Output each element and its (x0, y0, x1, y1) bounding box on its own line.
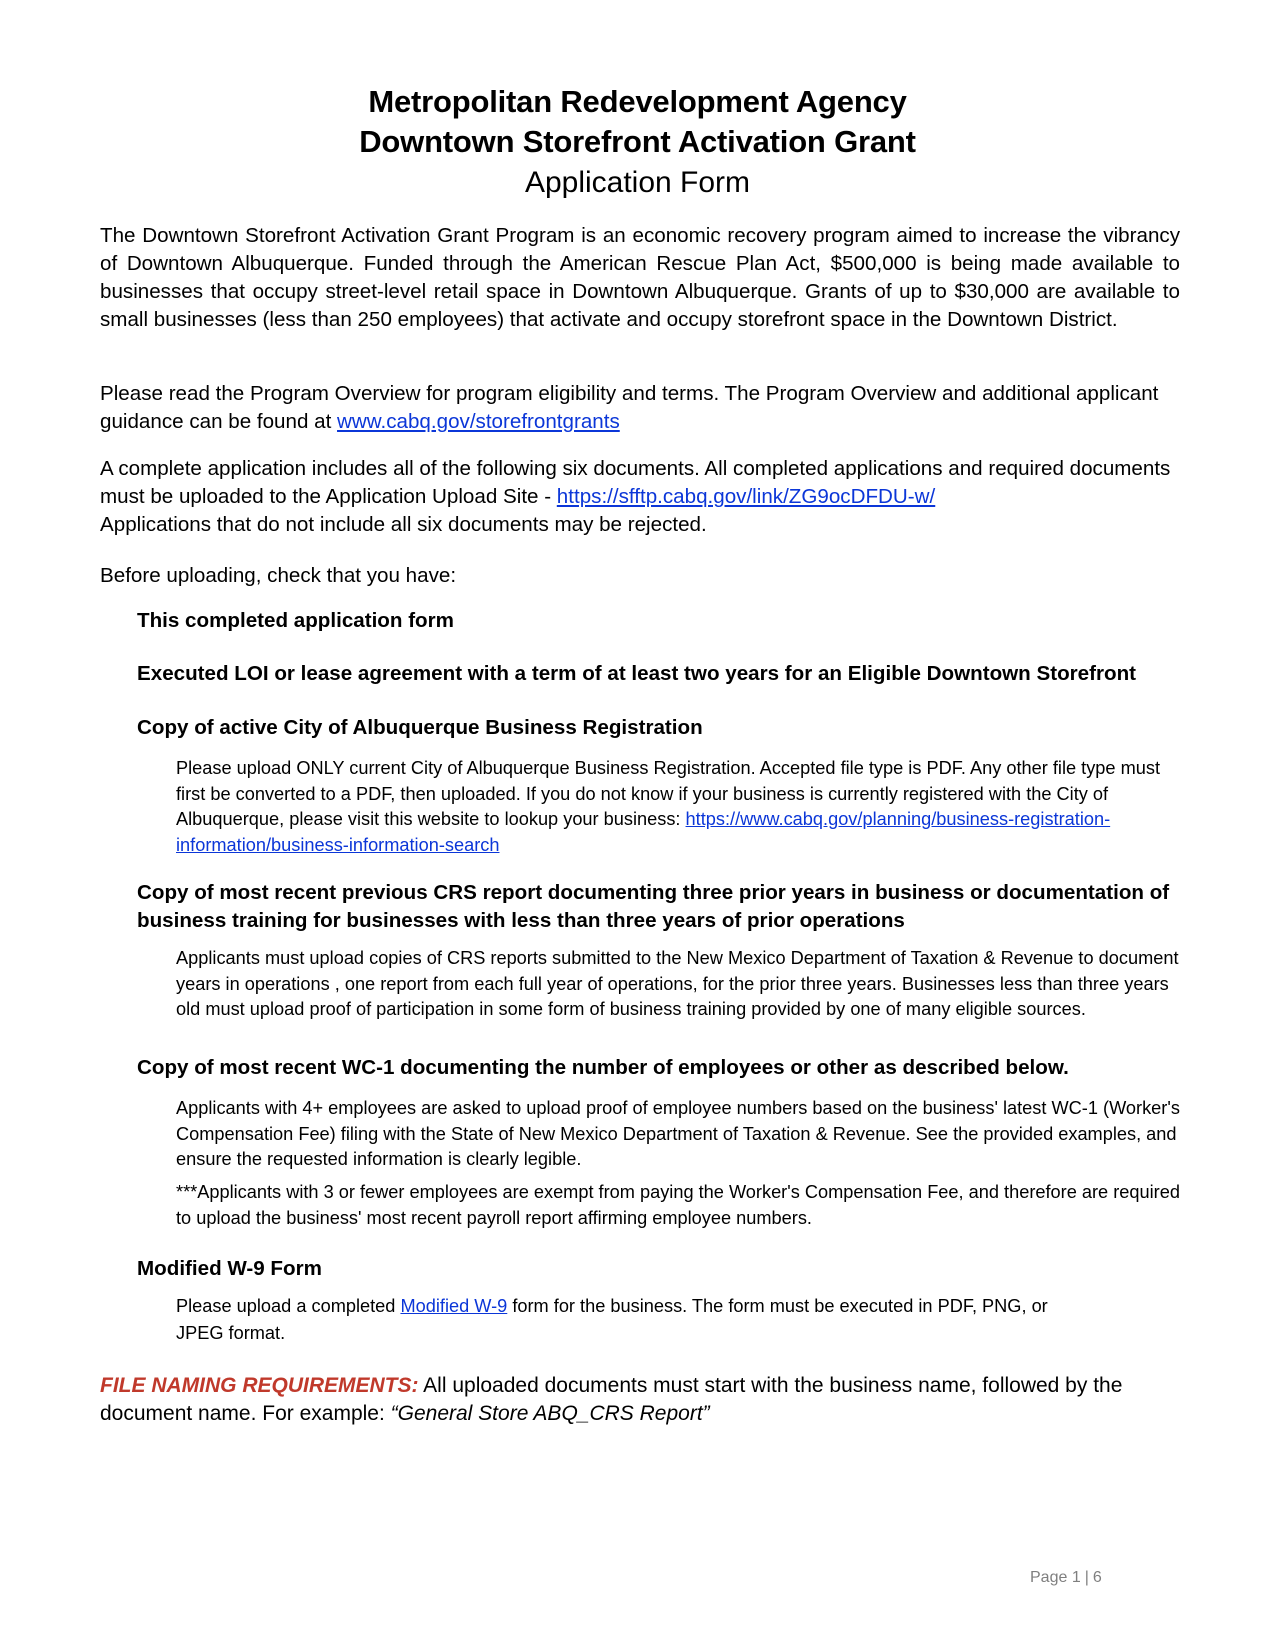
page-total: 6 (1092, 1569, 1102, 1586)
complete-text: A complete application includes all of the following six documents. All completed applications and required documents must be uploaded to the Application Upload Site - (100, 457, 1171, 508)
rejection-note: Applications that do not include all six documents may be rejected. (100, 513, 707, 536)
business-registration-text: Please upload ONLY current City of Albuquerque Business Registration. Accepted file type is PDF. Any other file type must first be converted to a PDF, then uploaded. If you do not know if your business is currently registered with the City of Albuquerque, please visit this website to lookup your business: (176, 758, 1160, 829)
modified-w9-link[interactable]: Modified W-9 (400, 1296, 508, 1316)
grant-title: Downtown Storefront Activation Grant (359, 124, 916, 159)
page-separator: | (1084, 1569, 1089, 1586)
form-subtitle: Application Form (524, 166, 751, 199)
upload-site-link[interactable]: https://sfftp.cabq.gov/link/ZG9ocDFDU-w/ (556, 485, 936, 508)
file-naming-label: FILE NAMING REQUIREMENTS: (100, 1374, 419, 1397)
business-registration-description (176, 756, 1184, 858)
file-naming-requirements (100, 1372, 1180, 1428)
intro-text: The Downtown Storefront Activation Grant Program is an economic recovery program aimed to increase the vibrancy of Downtown Albuquerque. Funded through the American Rescue Plan Act, $500,000 is being made available to businesses that occupy street-level retail space in Downtown Albuquerque. Grants of up to $30,000 are available to small businesses (less than 250 employees) that activate and occupy storefront space in the Downtown District. (100, 224, 1180, 331)
checklist-item-crs-report: Copy of most recent previous CRS report documenting three prior years in business or documentation of business training for businesses with less than three years of prior operations (137, 881, 1170, 932)
complete-application-paragraph (100, 455, 1180, 539)
page-footer (1030, 1569, 1102, 1587)
storefront-grants-link[interactable]: www.cabq.gov/storefrontgrants (337, 410, 620, 433)
agency-title: Metropolitan Redevelopment Agency (368, 84, 907, 119)
business-search-link[interactable]: https://www.cabq.gov/planning/business-registration-information/business-information-search (176, 809, 1111, 855)
w9-text-post: form for the business. The form must be executed in PDF, PNG, or JPEG format. (176, 1296, 1048, 1343)
overview-paragraph (100, 380, 1180, 436)
checklist-item-lease-agreement: Executed LOI or lease agreement with a term of at least two years for an Eligible Downtown Storefront (137, 662, 1137, 685)
checklist-item-application-form: This completed application form (137, 609, 454, 632)
checklist-item-wc1: Copy of most recent WC-1 documenting the number of employees or other as described below. (137, 1056, 1069, 1079)
intro-paragraph (100, 222, 1180, 334)
file-naming-example: “General Store ABQ_CRS Report” (390, 1402, 710, 1425)
file-naming-text: All uploaded documents must start with the business name, followed by the document name. For example: (100, 1374, 1123, 1425)
page-number: Page 1 (1030, 1569, 1081, 1586)
wc1-exemption-note: ***Applicants with 3 or fewer employees are exempt from paying the Worker's Compensation Fee, and therefore are required to upload the business' most recent payroll report affirming employee numbers. (176, 1182, 1180, 1228)
crs-report-description: Applicants must upload copies of CRS reports submitted to the New Mexico Department of Taxation & Revenue to document years in operations , one report from each full year of operations, for the prior three years. Businesses less than three years old must upload proof of participation in some form of business training provided by one of many eligible sources. (176, 948, 1179, 1019)
wc1-description: Applicants with 4+ employees are asked to upload proof of employee numbers based on the business' latest WC-1 (Worker's Compensation Fee) filing with the State of New Mexico Department of Taxation & Revenue. See the provided examples, and ensure the requested information is clearly legible. (176, 1098, 1180, 1169)
checklist-item-business-registration: Copy of active City of Albuquerque Business Registration (137, 716, 703, 739)
checklist-intro: Before uploading, check that you have: (100, 564, 457, 587)
overview-text: Please read the Program Overview for program eligibility and terms. The Program Overview and additional applicant guidance can be found at (100, 382, 1159, 433)
w9-text-pre: Please upload a completed (176, 1296, 401, 1316)
w9-description (176, 1293, 1056, 1347)
checklist-item-w9: Modified W-9 Form (137, 1257, 322, 1280)
